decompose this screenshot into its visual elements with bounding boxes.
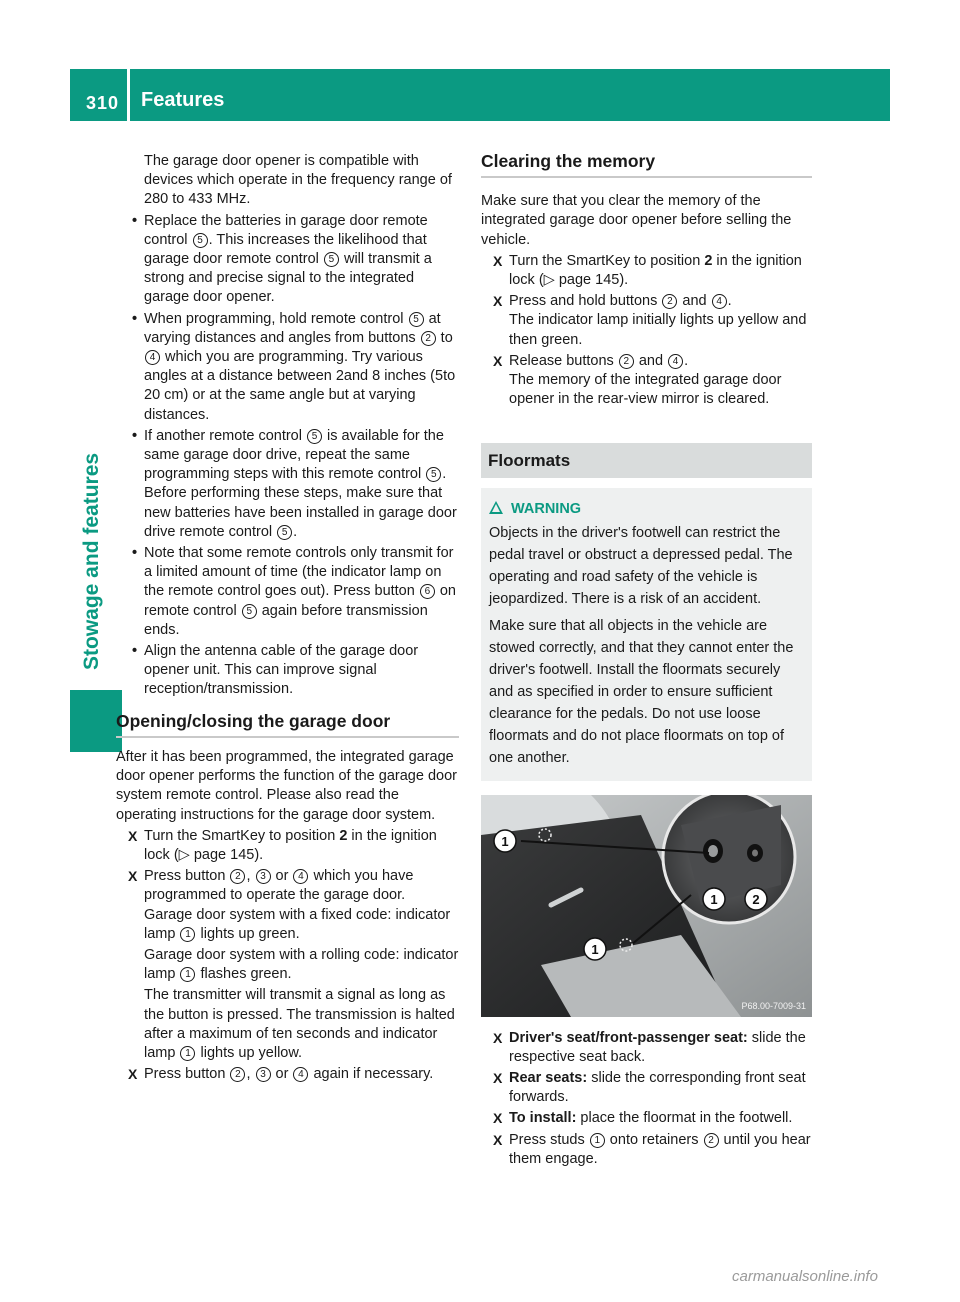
callout-2-icon: 2 [230, 1067, 245, 1082]
callout-5-icon: 5 [409, 312, 424, 327]
callout-1-icon: 1 [180, 927, 195, 942]
step-item: X Press button 2 , 3 or 4 which you have programmed to operate the garage door. [116, 867, 459, 905]
warning-icon [489, 501, 503, 514]
warning-box [481, 488, 812, 781]
floormat-illustration [481, 795, 812, 1017]
callout-5-icon: 5 [242, 604, 257, 619]
figure-callout-1: 1 [501, 833, 509, 849]
step-item: X Press and hold buttons 2 and 4 . [481, 292, 812, 311]
page-ref-icon: ▷ [543, 272, 555, 289]
right-column [481, 152, 812, 1169]
figure-callout-1: 1 [591, 941, 599, 957]
clear-intro: Make sure that you clear the memory of the integrated garage door opener before selling the vehicle. [481, 193, 792, 248]
callout-5-icon: 5 [426, 467, 441, 482]
section-heading-floormats: Floormats [481, 443, 812, 477]
figure-code: P68.00-7009-31 [741, 1000, 806, 1011]
callout-4-icon: 4 [668, 354, 683, 369]
warning-text: Make sure that all objects in the vehicle are stowed correctly, and that they cannot enter the driver's footwell. Install the floormats securely and as specified in order to ensure sufficient clearance for the pedals. Do not use loose floormats and do not place floormats on top of one another. [489, 617, 794, 766]
section-heading-clearing-memory: Clearing the memory [481, 152, 812, 178]
callout-2-icon: 2 [230, 869, 245, 884]
callout-3-icon: 3 [256, 869, 271, 884]
page-ref-icon: ▷ [178, 846, 190, 863]
section-heading-opening-closing: Opening/closing the garage door [116, 712, 459, 738]
list-item: • If another remote control 5 is available for the same garage door drive, repeat the same programming steps with this remote control 5 . Before performing these steps, make sure that new batteries have been installed in garage door drive remote control 5 . [116, 427, 459, 542]
callout-2-icon: 2 [662, 294, 677, 309]
list-item: • Align the antenna cable of the garage door opener unit. This can improve signal reception/transmission. [116, 642, 459, 700]
opening-intro: After it has been programmed, the integrated garage door opener performs the function of the garage door system remote control. Please also read the operating instructions for the garage door system. [116, 748, 457, 823]
step-item: X Release buttons 2 and 4 . [481, 352, 812, 371]
step-detail: The memory of the integrated garage door opener in the rear-view mirror is cleared. [509, 372, 782, 408]
callout-1-icon: 1 [180, 967, 195, 982]
watermark-link[interactable]: carmanualsonline.info [732, 1268, 878, 1285]
step-detail: Garage door system with a rolling code: indicator lamp 1 flashes green. [144, 946, 459, 983]
step-item: X Driver's seat/front-passenger seat: slide the respective seat back. [481, 1029, 812, 1067]
callout-5-icon: 5 [324, 252, 339, 267]
intro-paragraph: The garage door opener is compatible with devices which operate in the frequency range of 280 to 433 MHz. [144, 153, 452, 208]
callout-6-icon: 6 [420, 584, 435, 599]
callout-4-icon: 4 [293, 869, 308, 884]
callout-1-icon: 1 [590, 1133, 605, 1148]
callout-4-icon: 4 [293, 1067, 308, 1082]
list-item: • Note that some remote controls only transmit for a limited amount of time (the indicator lamp on the remote control goes out). Press button 6 on remote control 5 again before transmission ends. [116, 544, 459, 640]
step-item: X Press button 2 , 3 or 4 again if necessary. [116, 1065, 459, 1084]
callout-4-icon: 4 [145, 350, 160, 365]
callout-2-icon: 2 [619, 354, 634, 369]
step-item: X Turn the SmartKey to position 2 in the ignition lock (▷ page 145). [116, 827, 459, 865]
step-item: X To install: place the floormat in the footwell. [481, 1109, 812, 1128]
page-title: Features [141, 89, 225, 111]
side-tab-marker [70, 690, 122, 752]
callout-3-icon: 3 [256, 1067, 271, 1082]
warning-heading: WARNING [489, 498, 804, 520]
figure-callout-2: 2 [752, 891, 760, 907]
callout-4-icon: 4 [712, 294, 727, 309]
callout-5-icon: 5 [193, 233, 208, 248]
step-detail: The indicator lamp initially lights up yellow and then green. [509, 312, 807, 348]
step-detail: The transmitter will transmit a signal as long as the button is pressed. The transmission is halted after a maximum of ten seconds and indicator lamp 1 lights up yellow. [144, 987, 455, 1061]
header-divider [127, 69, 130, 121]
figure-callout-1: 1 [710, 891, 718, 907]
step-item: X Rear seats: slide the corresponding front seat forwards. [481, 1069, 812, 1107]
step-item: X Press studs 1 onto retainers 2 until you hear them engage. [481, 1131, 812, 1169]
callout-2-icon: 2 [421, 331, 436, 346]
callout-2-icon: 2 [704, 1133, 719, 1148]
callout-5-icon: 5 [307, 429, 322, 444]
step-detail: Garage door system with a fixed code: indicator lamp 1 lights up green. [144, 906, 451, 942]
callout-5-icon: 5 [277, 525, 292, 540]
side-tab-label: Stowage and features [80, 452, 103, 670]
list-item: • Replace the batteries in garage door remote control 5 . This increases the likelihood that garage door remote control 5 will transmit a strong and precise signal to the integrated garage door opener. [116, 212, 459, 308]
page-number: 310 [86, 93, 120, 113]
left-column [116, 152, 459, 1084]
warning-text: Objects in the driver's footwell can restrict the pedal travel or obstruct a depressed pedal. The operating and road safety of the vehicle is jeopardized. There is a risk of an accident. [489, 524, 793, 607]
step-item: X Turn the SmartKey to position 2 in the ignition lock (▷ page 145). [481, 252, 812, 290]
list-item: • When programming, hold remote control 5 at varying distances and angles from buttons 2 to 4 which you are programming. Try various angles at a distance between 2and 8 inches (5to 20 cm) or at the same angle but at varying distances. [116, 310, 459, 425]
callout-1-icon: 1 [180, 1046, 195, 1061]
